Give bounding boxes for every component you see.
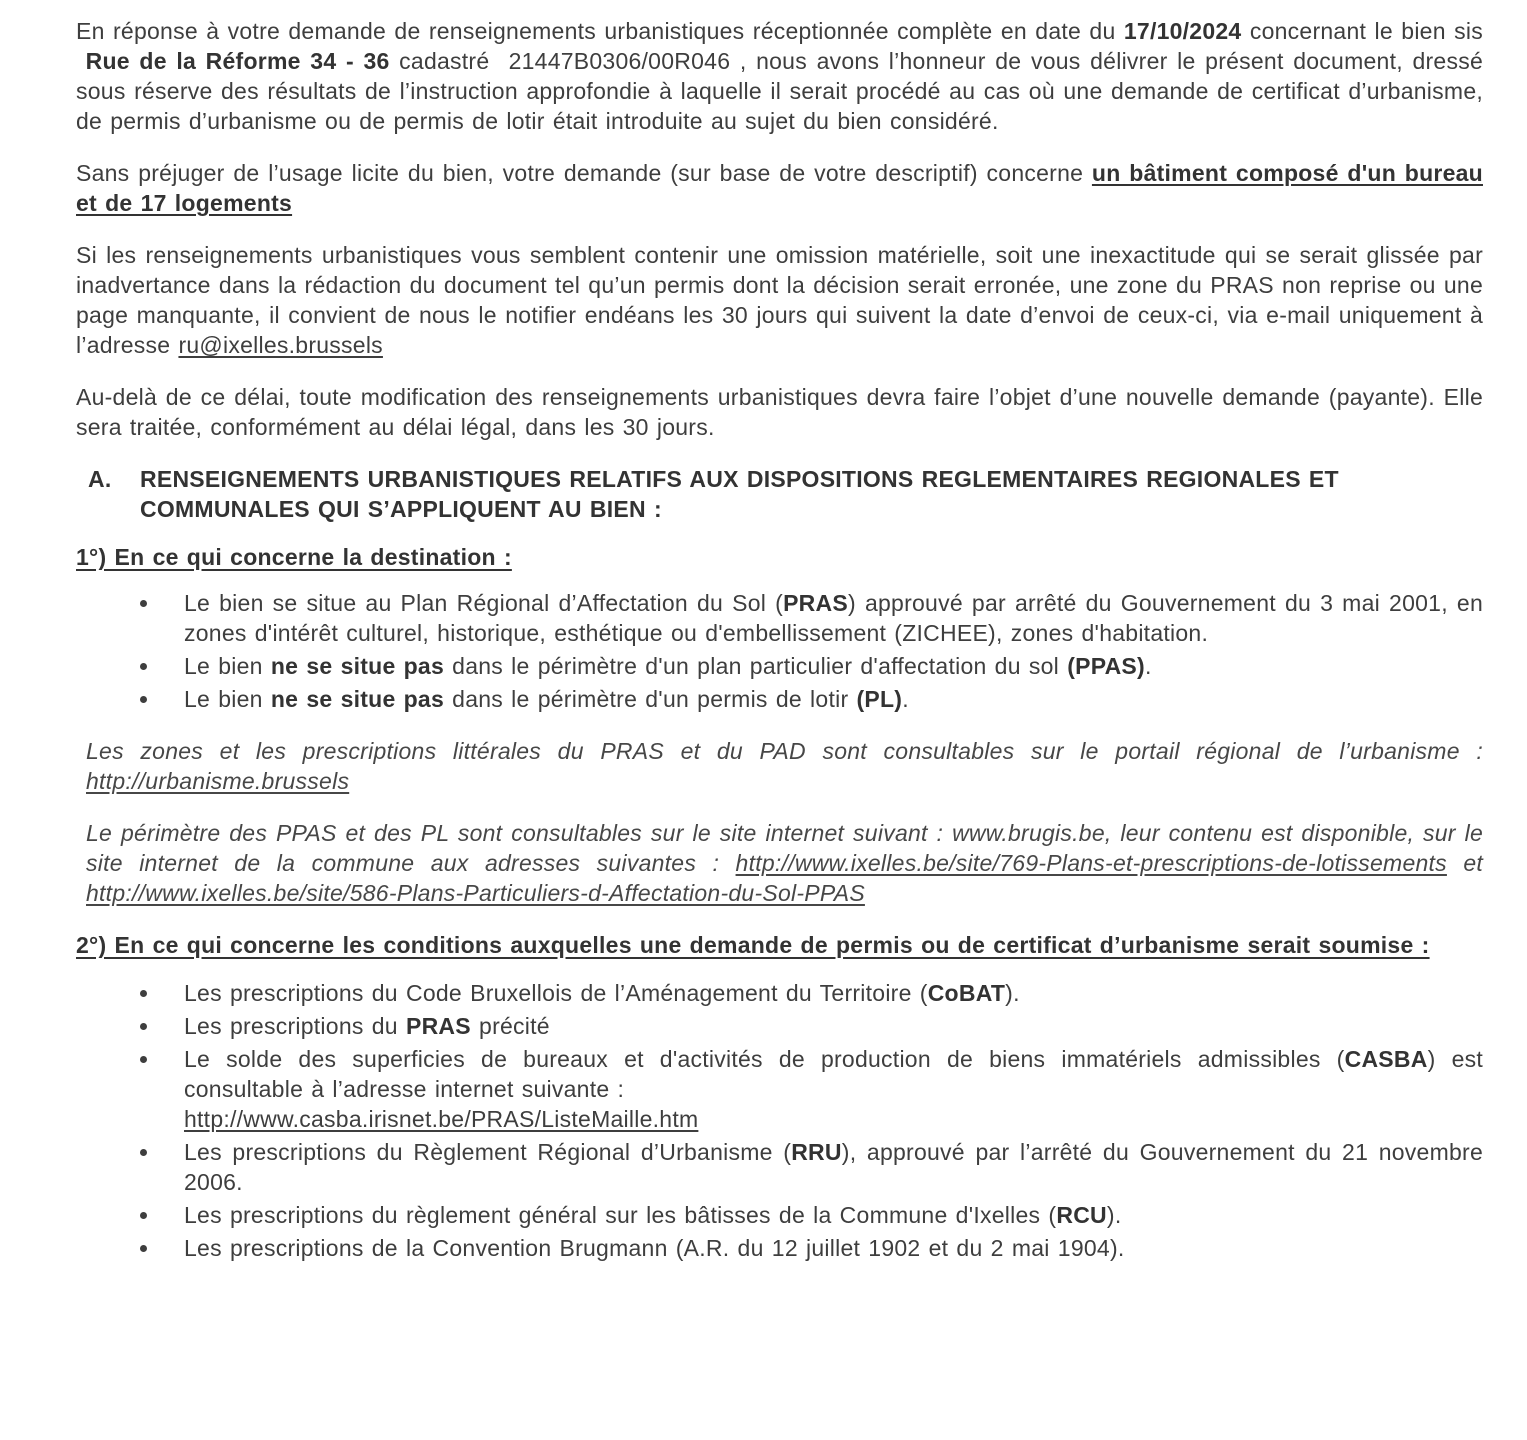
text-segment: Si les renseignements urbanistiques vous semblent contenir une omission matérielle, soit une inexactitude qui se serait glissée par inadvertance dans la rédaction du document tel qu’un permis dont la décision serait erronée, une zone du PRAS non reprise ou une page manquante, il convient de nous le notifier endéans les 30 jours qui suivent la date d’envoi de ceux-ci, via e-mail uniquement à l’adresse <box>76 242 1483 358</box>
text-segment: dans le périmètre d'un permis de lotir <box>444 686 857 712</box>
text-segment: ne se situe pas <box>270 653 445 679</box>
part1-heading-destination: 1°) En ce qui concerne la destination : <box>76 544 512 570</box>
intro-paragraph-response <box>76 16 1483 136</box>
text-segment: ). <box>1106 1202 1122 1228</box>
text-segment: RRU <box>791 1139 842 1165</box>
text-segment: Les prescriptions du <box>184 1013 406 1039</box>
text-segment: PRAS <box>405 1013 471 1039</box>
list-item-pras-precite <box>184 1011 1483 1041</box>
list-item-permis-lotir <box>184 684 1483 714</box>
text-segment: Le périmètre des PPAS et des PL sont consultables sur le site internet suivant : www.brugis.be, leur contenu est disponible, sur le site internet de la commune aux adresses suivantes : <box>86 820 1483 876</box>
list-item-ppas <box>184 651 1483 681</box>
text-segment: Le bien se situe au Plan Régional d’Affectation du Sol ( <box>184 590 784 616</box>
text-segment: ) est consultable à l’adresse internet suivante : <box>184 1046 1483 1102</box>
text-segment: PRAS <box>783 590 848 616</box>
text-segment: ), approuvé par l’arrêté du Gouvernement du 21 novembre 2006. <box>184 1139 1483 1195</box>
text-segment: RCU <box>1056 1202 1107 1228</box>
text-segment: et <box>1446 850 1484 876</box>
text-segment: ) approuvé par arrêté du Gouvernement du 3 mai 2001, en zones d'intérêt culturel, historique, esthétique ou d'embellissement (ZICHEE), zones d'habitation. <box>184 590 1483 646</box>
part2-heading-conditions: 2°) En ce qui concerne les conditions auxquelles une demande de permis ou de certificat d’urbanisme serait soumise : <box>76 932 1430 958</box>
text-segment: un bâtiment composé d'un bureau et de 17 logements <box>76 160 1483 216</box>
text-segment: . <box>1144 653 1152 679</box>
text-segment: Les zones et les prescriptions littérales du PRAS et du PAD sont consultables sur le portail régional de l’urbanisme : <box>86 738 1483 764</box>
list-item-rcu <box>184 1200 1483 1230</box>
text-segment: 17/10/2024 <box>1123 18 1242 44</box>
link-urbanisme-brussels[interactable]: http://urbanisme.brussels <box>86 768 350 794</box>
note-ppas-pl-sites <box>86 818 1483 908</box>
section-a-heading <box>88 464 1483 524</box>
part2-bullet-list <box>76 978 1483 1263</box>
text-segment: Sans préjuger de l’usage licite du bien, votre demande (sur base de votre descriptif) concerne <box>76 160 1092 186</box>
intro-paragraph-omission <box>76 240 1483 360</box>
text-segment: Les prescriptions de la Convention Brugmann (A.R. du 12 juillet 1902 et du 2 mai 1904). <box>184 1235 1125 1261</box>
text-segment: CASBA <box>1344 1046 1428 1072</box>
section-a-marker: A. <box>88 466 112 492</box>
text-segment: dans le périmètre d'un plan particulier d'affectation du sol <box>444 653 1068 679</box>
link-ixelles-769-plans-lotissements[interactable]: http://www.ixelles.be/site/769-Plans-et-prescriptions-de-lotissements <box>735 850 1447 876</box>
link-ixelles-586-ppas[interactable]: http://www.ixelles.be/site/586-Plans-Particuliers-d-Affectation-du-Sol-PPAS <box>86 880 865 906</box>
text-segment: Rue de la Réforme 34 - 36 <box>85 48 390 74</box>
part1-bullet-list <box>76 588 1483 714</box>
intro-paragraph-demande-concerne <box>76 158 1483 218</box>
text-segment: précité <box>470 1013 550 1039</box>
text-segment: En réponse à votre demande de renseignements urbanistiques réceptionnée complète en date du <box>76 18 1124 44</box>
text-segment: ). <box>1005 980 1020 1006</box>
text-segment: (PL) <box>856 686 903 712</box>
link-casba-listemaille[interactable]: http://www.casba.irisnet.be/PRAS/ListeMaille.htm <box>184 1106 699 1132</box>
section-a-title: RENSEIGNEMENTS URBANISTIQUES RELATIFS AUX DISPOSITIONS REGLEMENTAIRES REGIONALES ET COMMUNALES QUI S’APPLIQUENT AU BIEN : <box>140 466 1339 522</box>
text-segment: concernant le bien sis <box>76 18 1483 74</box>
text-segment: (PPAS) <box>1067 653 1145 679</box>
text-segment: Les prescriptions du règlement général sur les bâtisses de la Commune d'Ixelles ( <box>184 1202 1057 1228</box>
text-segment: Au-delà de ce délai, toute modification des renseignements urbanistiques devra faire l’objet d’une nouvelle demande (payante). Elle sera traitée, conformément au délai légal, dans les 30 jours. <box>76 384 1483 440</box>
text-segment: ne se situe pas <box>270 686 445 712</box>
link-email-ru-ixelles[interactable]: ru@ixelles.brussels <box>178 332 383 358</box>
list-item-casba <box>184 1044 1483 1134</box>
text-segment: Le bien <box>184 653 271 679</box>
note-pras-pad-portail <box>86 736 1483 796</box>
text-segment: Le bien <box>184 686 271 712</box>
text-segment: Les prescriptions du Règlement Régional d’Urbanisme ( <box>184 1139 792 1165</box>
list-item-convention-brugmann <box>184 1233 1483 1263</box>
text-segment: Le solde des superficies de bureaux et d'activités de production de biens immatériels admissibles ( <box>184 1046 1345 1072</box>
text-segment: . <box>902 686 909 712</box>
intro-paragraph-delai <box>76 382 1483 442</box>
list-item-rru <box>184 1137 1483 1197</box>
text-segment: Les prescriptions du Code Bruxellois de l’Aménagement du Territoire ( <box>184 980 928 1006</box>
list-item-cobat <box>184 978 1483 1008</box>
text-segment: CoBAT <box>927 980 1006 1006</box>
text-segment: cadastré 21447B0306/00R046 , nous avons l’honneur de vous délivrer le présent document, dressé sous réserve des résultats de l’instruction approfondie à laquelle il serait procédé au cas où une demande de certificat d’urbanisme, de permis d’urbanisme ou de permis de lotir était introduite au sujet du bien considéré. <box>76 48 1483 134</box>
list-item-pras-zichee <box>184 588 1483 648</box>
